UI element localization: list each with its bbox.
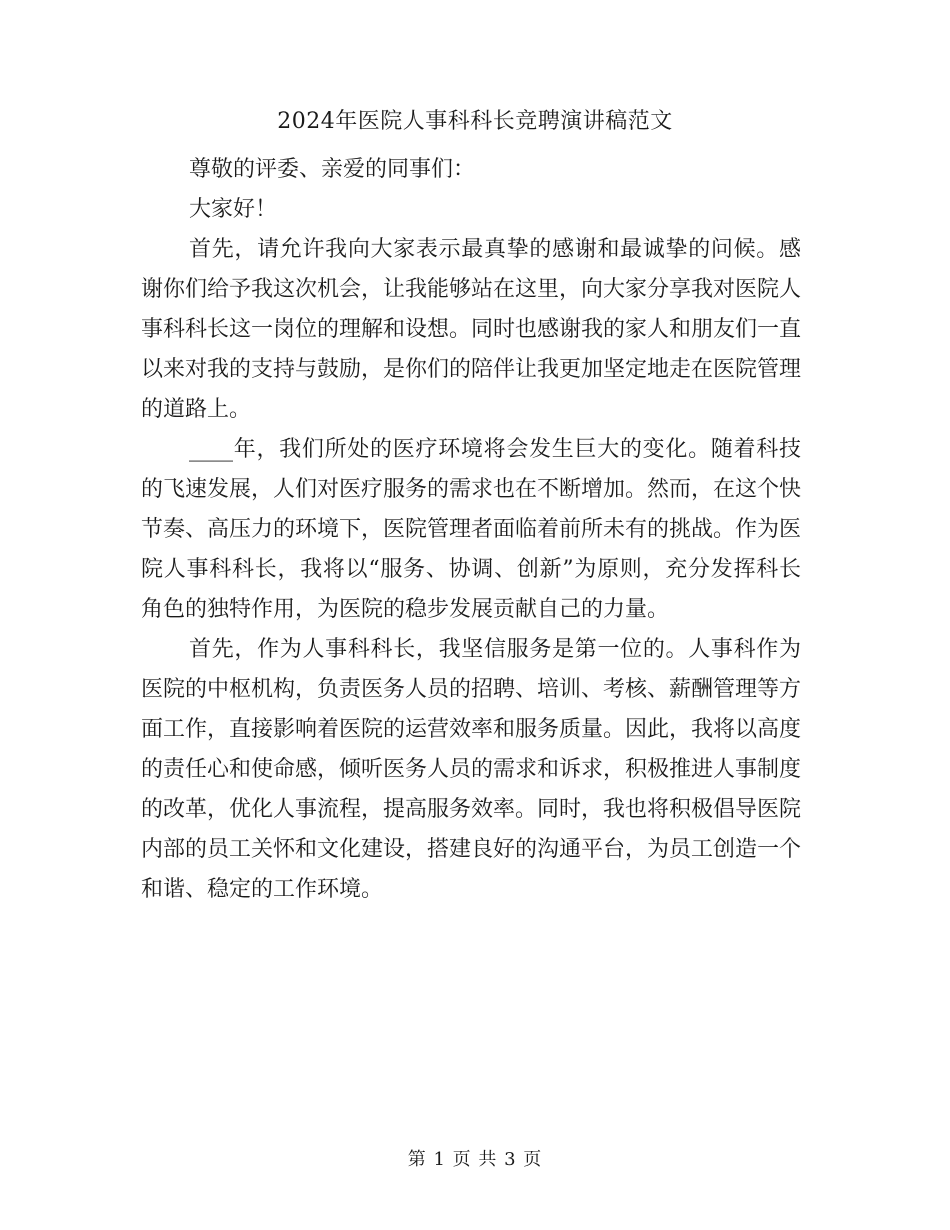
salutation-paragraph: 尊敬的评委、亲爱的同事们： bbox=[189, 157, 476, 182]
body-paragraph: ____年，我们所处的医疗环境将会发生巨大的变化。随着科技的飞速发展，人们对医疗服务的需求也在不断增加。然而，在这个快节奏、高压力的环境下，医院管理者面临着前所未有的挑战。作为医院人事科科长，我将以“服务、协调、创新”为原则，充分发挥科长角色的独特作用，为医院的稳步发展贡献自己的力量。 bbox=[141, 437, 802, 622]
greeting-paragraph: 大家好！ bbox=[189, 197, 278, 222]
page-number-footer: 第 1 页 共 3 页 bbox=[407, 1149, 543, 1170]
body-paragraph: 首先，请允许我向大家表示最真挚的感谢和最诚挚的问候。感谢你们给予我这次机会，让我能够站在这里，向大家分享我对医院人事科科长这一岗位的理解和设想。同时也感谢我的家人和朋友们一直以来对我的支持与鼓励，是你们的陪伴让我更加坚定地走在医院管理的道路上。 bbox=[141, 237, 802, 422]
document-body bbox=[141, 150, 801, 910]
document-title: 2024年医院人事科科长竞聘演讲稿范文 bbox=[277, 109, 673, 134]
body-paragraph: 首先，作为人事科科长，我坚信服务是第一位的。人事科作为医院的中枢机构，负责医务人员的招聘、培训、考核、薪酬管理等方面工作，直接影响着医院的运营效率和服务质量。因此，我将以高度的责任心和使命感，倾听医务人员的需求和诉求，积极推进人事制度的改革，优化人事流程，提高服务效率。同时，我也将积极倡导医院内部的员工关怀和文化建设，搭建良好的沟通平台，为员工创造一个和谐、稳定的工作环境。 bbox=[141, 637, 802, 902]
